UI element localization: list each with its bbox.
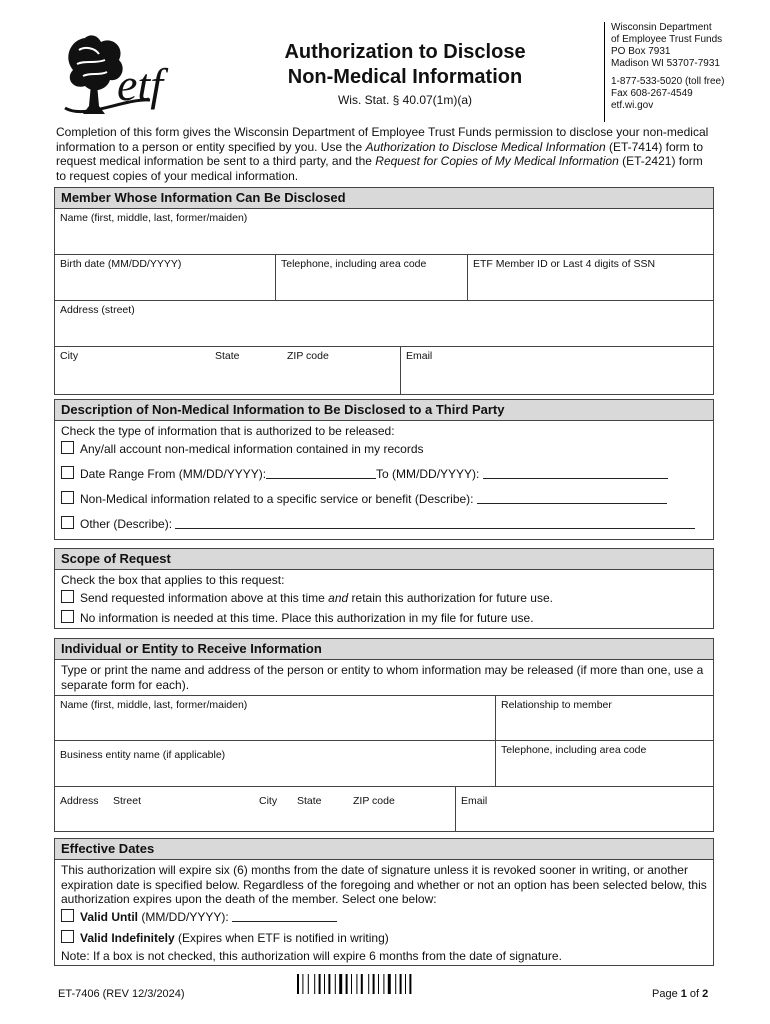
page-of: of (686, 988, 703, 1000)
date-to-input[interactable] (483, 466, 668, 479)
option-all-account-info (55, 439, 713, 464)
scope-send-label-1: Send requested information above at this time (80, 590, 329, 605)
recipient-name-label: Name (first, middle, last, former/maiden) (60, 699, 248, 711)
valid-indefinitely-checkbox[interactable] (61, 930, 74, 943)
relationship-field[interactable] (495, 696, 713, 740)
member-id-label: ETF Member ID or Last 4 digits of SSN (473, 258, 656, 270)
page-prefix: Page (652, 988, 681, 1000)
expiration-note: Note: If a box is not checked, this authorization will expire 6 months from the date of signature. (61, 948, 562, 963)
description-section-heading: Description of Non-Medical Information to Be Disclosed to a Third Party (55, 400, 713, 421)
recipient-address-field[interactable] (55, 787, 455, 831)
date-range-from-label: Date Range From (MM/DD/YYYY): (80, 466, 267, 481)
option-other (55, 514, 713, 539)
contact-fax: Fax 608-267-4549 (611, 88, 693, 99)
send-now-checkbox[interactable] (61, 590, 74, 603)
contact-org2: of Employee Trust Funds (611, 34, 723, 45)
member-section-heading: Member Whose Information Can Be Disclosed (55, 188, 713, 209)
recipient-email-field[interactable] (455, 787, 713, 831)
scope-section (54, 548, 714, 629)
scope-instruction: Check the box that applies to this request: (61, 573, 285, 587)
form-title-block (250, 40, 560, 107)
contact-org1: Wisconsin Department (611, 22, 712, 33)
birthdate-label: Birth date (MM/DD/YYYY) (60, 258, 182, 270)
logo-text: etf (117, 59, 163, 110)
member-state-label: State (215, 350, 240, 362)
file-only-checkbox[interactable] (61, 610, 74, 623)
barcode (295, 974, 445, 998)
other-label: Other (Describe): (80, 516, 173, 531)
recipient-instruction: Type or print the name and address of the person or entity to whom information may be released (if more than one, use a separate form for each). (55, 660, 713, 696)
member-address-label: Address (street) (60, 304, 135, 316)
etf-logo (55, 28, 205, 118)
member-city-state-zip-field[interactable] (55, 347, 400, 394)
effective-dates-text: This authorization will expire six (6) months from the date of signature unless it is revoked sooner in writing, or another expiration date is specified below. Regardless of the foregoing and whether or not an option has been selected below, this authorization expires upon the death of the member. Select one below: (61, 863, 707, 906)
date-range-to-label: To (MM/DD/YYYY): (376, 466, 480, 481)
business-entity-label: Business entity name (if applicable) (60, 749, 226, 761)
intro-paragraph (56, 125, 716, 183)
all-account-checkbox[interactable] (61, 441, 74, 454)
option-specific-service (55, 489, 713, 514)
valid-until-label: Valid Until (80, 909, 139, 924)
scope-option-file (55, 608, 713, 628)
valid-indefinitely-option (55, 928, 713, 949)
contact-phone: 1-877-533-5020 (toll free) (611, 76, 725, 87)
valid-until-checkbox[interactable] (61, 909, 74, 922)
recipient-street-label: Street (113, 795, 142, 807)
member-email-label: Email (406, 350, 433, 362)
effective-dates-heading: Effective Dates (55, 839, 713, 860)
member-city-label: City (60, 350, 79, 362)
member-zip-label: ZIP code (287, 350, 329, 362)
recipient-state-label: State (297, 795, 322, 807)
form-code: ET-7406 (REV 12/3/2024) (58, 988, 185, 1000)
member-birthdate-field[interactable] (55, 255, 275, 300)
page-total: 2 (702, 988, 709, 1000)
scope-option-send (55, 588, 713, 608)
description-section (54, 399, 714, 540)
valid-until-option (55, 907, 713, 928)
date-from-input[interactable] (266, 466, 376, 479)
member-address-field[interactable] (55, 301, 713, 347)
valid-indefinitely-detail: (Expires when ETF is notified in writing) (174, 930, 389, 945)
intro-text-1: Completion of this form gives the Wisconsin Department of Employee Trust Funds permission to disclose your non-medical information to a person or entity specified by you. Use the (56, 125, 709, 154)
specific-service-checkbox[interactable] (61, 491, 74, 504)
scope-file-label: No information is needed at this time. Place this authorization in my file for future use. (80, 610, 534, 625)
recipient-section-heading: Individual or Entity to Receive Information (55, 639, 713, 660)
intro-form-ref-1: Authorization to Disclose Medical Information (365, 139, 606, 154)
member-name-field[interactable] (55, 209, 713, 255)
recipient-phone-field[interactable] (495, 741, 713, 786)
member-section (54, 187, 714, 395)
valid-until-format: (MM/DD/YYYY): (138, 909, 229, 924)
intro-text-2: (ET-7414) form to request medical information be sent to a third party, and the (56, 139, 703, 168)
recipient-name-field[interactable] (55, 696, 495, 740)
contact-web: etf.wi.gov (611, 100, 654, 111)
description-instruction: Check the type of information that is authorized to be released: (61, 424, 395, 438)
valid-until-date-input[interactable] (232, 909, 337, 922)
member-id-field[interactable] (467, 255, 713, 300)
other-describe-input[interactable] (175, 516, 695, 529)
valid-indefinitely-label: Valid Indefinitely (80, 930, 175, 945)
specific-service-input[interactable] (477, 491, 667, 504)
option-all-account-label: Any/all account non-medical information contained in my records (80, 441, 424, 456)
member-name-label: Name (first, middle, last, former/maiden) (60, 212, 248, 224)
form-title-line2: Non-Medical Information (287, 66, 523, 88)
effective-dates-section (54, 838, 714, 966)
recipient-city-label: City (259, 795, 278, 807)
relationship-label: Relationship to member (501, 699, 612, 711)
member-phone-field[interactable] (275, 255, 468, 300)
recipient-zip-label: ZIP code (353, 795, 395, 807)
contact-po-box: PO Box 7931 (611, 46, 671, 57)
intro-form-ref-2: Request for Copies of My Medical Information (375, 154, 619, 168)
form-title-line1: Authorization to Disclose (284, 41, 526, 63)
page-number (652, 988, 708, 1000)
member-email-field[interactable] (400, 347, 713, 394)
recipient-address-label: Address (60, 795, 99, 807)
scope-section-heading: Scope of Request (55, 549, 713, 570)
scope-send-label-and: and (328, 590, 349, 605)
recipient-phone-label: Telephone, including area code (501, 744, 647, 756)
option-date-range (55, 464, 713, 489)
specific-service-label: Non-Medical information related to a specific service or benefit (Describe): (80, 491, 474, 506)
intro-text-3: (ET-2421) form to request copies of your medical information. (56, 154, 703, 183)
page-current: 1 (680, 988, 687, 1000)
recipient-section (54, 638, 714, 832)
business-entity-field[interactable] (55, 741, 495, 786)
contact-block (604, 22, 770, 122)
statute-reference: Wis. Stat. § 40.07(1m)(a) (337, 93, 473, 107)
date-range-checkbox[interactable] (61, 466, 74, 479)
member-phone-label: Telephone, including area code (281, 258, 427, 270)
recipient-email-label: Email (461, 795, 488, 807)
scope-send-label-2: retain this authorization for future use. (348, 590, 553, 605)
other-checkbox[interactable] (61, 516, 74, 529)
contact-city: Madison WI 53707-7931 (611, 58, 720, 69)
